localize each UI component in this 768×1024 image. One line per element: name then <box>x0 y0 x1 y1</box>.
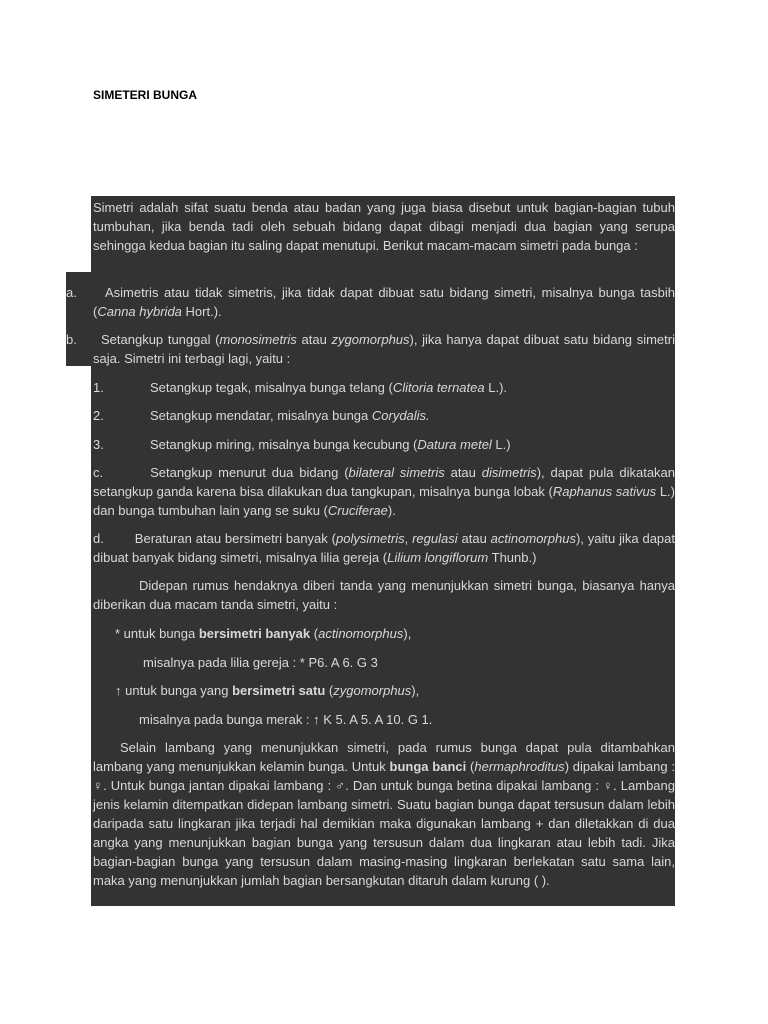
item-d-paragraph: d. Beraturan atau bersimetri banyak (polysimetris, regulasi atau actinomorphus), yaitu jika dapat dibuat banyak bidang simetri, misalnya lilia gereja (Lilium longiflorum Thunb.) <box>93 531 675 565</box>
actinomorphus-example: misalnya pada lilia gereja : * P6. A 6. G 3 <box>143 655 378 670</box>
item-c-paragraph: c. Setangkup menurut dua bidang (bilateral simetris atau disimetris), dapat pula dikatakan setangkup ganda karena bisa dilakukan dua tangkupan, misalnya bunga lobak (Raphanus sativus L.) dan bunga tumbuhan lain yang se suku (Cruciferae). <box>93 465 676 518</box>
sub-item-2-text: Setangkup mendatar, misalnya bunga Corydalis. <box>150 408 430 423</box>
sub-item-1-marker: 1. <box>93 380 104 395</box>
item-b-paragraph: Setangkup tunggal (monosimetris atau zygomorphus), jika hanya dapat dibuat satu bidang simetri saja. Simetri ini terbagi lagi, yaitu : <box>93 332 675 366</box>
document-title: SIMETERI BUNGA <box>93 88 198 102</box>
gender-symbol-paragraph: Selain lambang yang menunjukkan simetri, pada rumus bunga dapat pula ditambahkan lambang yang menunjukkan kelamin bunga. Untuk bunga banci (hermaphroditus) dipakai lambang : ♀. Untuk bunga jantan dipakai lambang : ♂. Dan untuk bunga betina dipakai lambang : ♀. Lambang jenis kelamin ditempatkan didepan lambang simetri. Suatu bagian bunga dapat tersusun dalam lebih daripada satu lingkaran jika terjadi hal demikian maka digunakan lambang + dan diletakkan di dua angka yang menunjukkan bagian bunga yang tersusun dalam dua lingkaran atau lebih tadi. Jika bagian-bagian bunga yang tersusun dalam masing-masing lingkaran berlekatan satu sama lain, maka yang menunjukkan jumlah bagian bersangkutan ditaruh dalam kurung ( ). <box>93 740 676 888</box>
item-a-marker: a. <box>66 285 77 300</box>
sub-item-3-text: Setangkup miring, misalnya bunga kecubung (Datura metel L.) <box>150 437 511 452</box>
sub-item-3-marker: 3. <box>93 437 104 452</box>
zygomorphus-example: misalnya pada bunga merak : ↑ K 5. A 5. A 10. G 1. <box>139 712 433 727</box>
intro-paragraph: Simetri adalah sifat suatu benda atau badan yang juga biasa disebut untuk bagian-bagian tubuh tumbuhan, jika benda tadi oleh sebuah bidang dapat dibagi menjadi dua bagian yang serupa sehingga kedua bagian itu saling dapat menutupi. Berikut macam-macam simetri pada bunga : <box>93 200 675 253</box>
actinomorphus-symbol-line: * untuk bunga bersimetri banyak (actinomorphus), <box>115 626 412 641</box>
item-a-paragraph: Asimetris atau tidak simetris, jika tidak dapat dibuat satu bidang simetri, misalnya bunga tasbih (Canna hybrida Hort.). <box>93 285 675 319</box>
sub-item-1-text: Setangkup tegak, misalnya bunga telang (Clitoria ternatea L.). <box>150 380 508 395</box>
symbol-intro-paragraph: Didepan rumus hendaknya diberi tanda yang menunjukkan simetri bunga, biasanya hanya diberikan dua macam tanda simetri, yaitu : <box>93 578 675 612</box>
item-b-marker: b. <box>66 332 77 347</box>
sub-item-2-marker: 2. <box>93 408 104 423</box>
zygomorphus-symbol-line: ↑ untuk bunga yang bersimetri satu (zygomorphus), <box>115 683 420 698</box>
